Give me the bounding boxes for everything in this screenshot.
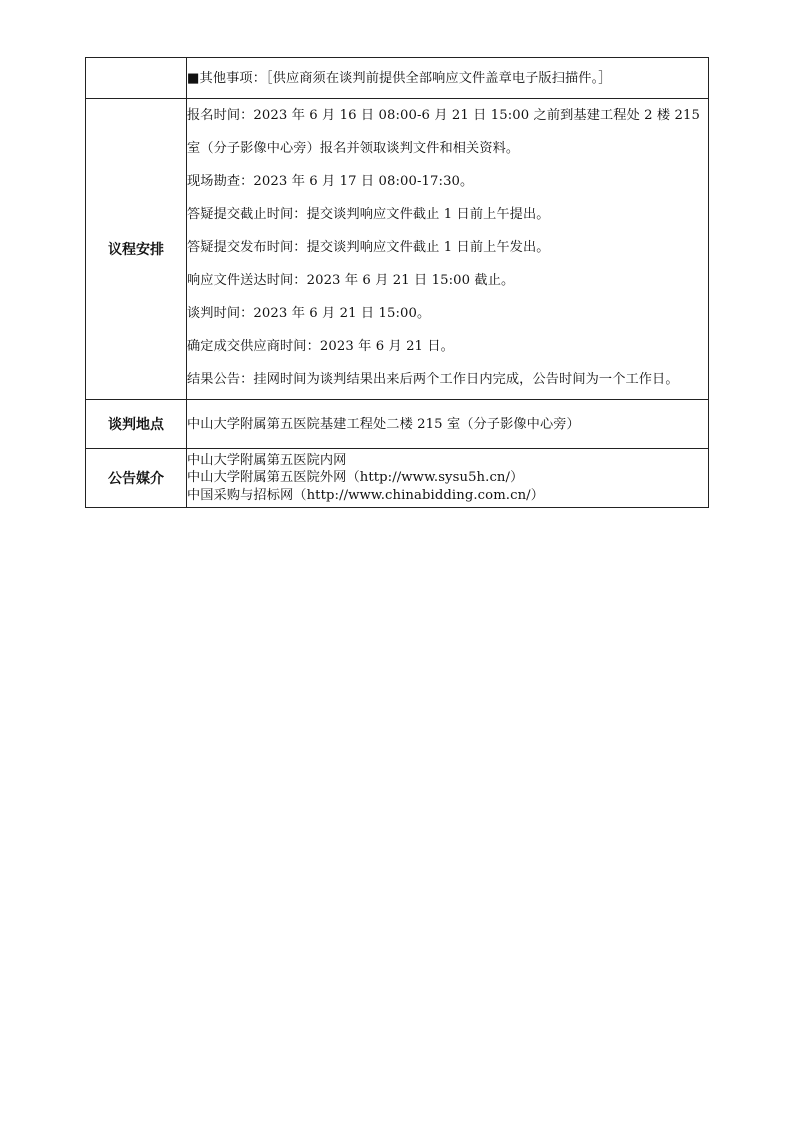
agenda-line-registration: 报名时间：2023 年 6 月 16 日 08:00-6 月 21 日 15:00 之前到基建工程处 2 楼 215 — [187, 108, 700, 123]
other-items-text: ■其他事项：［供应商须在谈判前提供全部响应文件盖章电子版扫描件。］ — [187, 70, 612, 86]
table-row-other — [86, 58, 709, 99]
media-label: 公告媒介 — [86, 449, 187, 508]
agenda-cell — [187, 99, 709, 400]
agenda-line-question-deadline: 答疑提交截止时间：提交谈判响应文件截止 1 日前上午提出。 — [187, 207, 550, 222]
place-cell — [187, 400, 709, 449]
place-text: 中山大学附属第五医院基建工程处二楼 215 室（分子影像中心旁） — [187, 416, 580, 432]
other-items-cell — [187, 58, 709, 99]
agenda-line-registration-cont: 室（分子影像中心旁）报名并领取谈判文件和相关资料。 — [187, 141, 520, 156]
agenda-label: 议程安排 — [86, 99, 187, 400]
media-extranet-link[interactable]: 中山大学附属第五医院外网（http://www.sysu5h.cn/） — [187, 470, 524, 486]
agenda-line-negotiation-time: 谈判时间：2023 年 6 月 21 日 15:00。 — [187, 306, 431, 321]
table-row-agenda — [86, 99, 709, 400]
agenda-line-site-visit: 现场勘查：2023 年 6 月 17 日 08:00-17:30。 — [187, 174, 474, 189]
table-row-media — [86, 449, 709, 508]
media-chinabidding-link[interactable]: 中国采购与招标网（http://www.chinabidding.com.cn/） — [187, 487, 545, 503]
table-row-place — [86, 400, 709, 449]
row-label-empty — [86, 58, 187, 99]
place-label: 谈判地点 — [86, 400, 187, 449]
agenda-line-response-deadline: 响应文件送达时间：2023 年 6 月 21 日 15:00 截止。 — [187, 273, 515, 288]
tender-info-table — [85, 57, 709, 508]
agenda-line-result-notice: 结果公告：挂网时间为谈判结果出来后两个工作日内完成，公告时间为一个工作日。 — [187, 372, 679, 387]
agenda-line-answer-release: 答疑提交发布时间：提交谈判响应文件截止 1 日前上午发出。 — [187, 240, 550, 255]
agenda-line-supplier-confirm: 确定成交供应商时间：2023 年 6 月 21 日。 — [187, 339, 454, 354]
media-cell — [187, 449, 709, 508]
media-intranet: 中山大学附属第五医院内网 — [187, 452, 347, 468]
